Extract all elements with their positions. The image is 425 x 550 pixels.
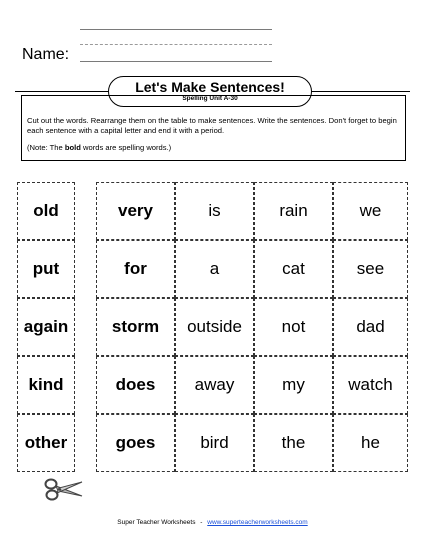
- note-prefix: (Note: The: [27, 143, 65, 152]
- name-write-line: [80, 61, 272, 62]
- word-card[interactable]: rain: [254, 182, 333, 240]
- name-guide-line-top: [80, 29, 272, 30]
- note-suffix: words are spelling words.): [80, 143, 172, 152]
- name-label: Name:: [22, 46, 70, 63]
- name-guide-line-dashed: [80, 44, 272, 45]
- footer-url-link[interactable]: www.superteacherworksheets.com: [207, 519, 308, 526]
- word-card[interactable]: outside: [175, 298, 254, 356]
- word-card[interactable]: away: [175, 356, 254, 414]
- word-card[interactable]: very: [96, 182, 175, 240]
- page-title: Let's Make Sentences!: [135, 79, 285, 95]
- word-card[interactable]: for: [96, 240, 175, 298]
- word-card[interactable]: goes: [96, 414, 175, 472]
- word-card[interactable]: put: [17, 240, 75, 298]
- word-card[interactable]: we: [333, 182, 408, 240]
- instructions-text: Cut out the words. Rearrange them on the table to make sentences. Write the sentences. Don't forget to begin each sentence with a capital letter and end it with a period.: [27, 116, 397, 135]
- instructions-note: [27, 143, 401, 153]
- scissors-icon: [44, 476, 84, 502]
- instructions-box: [21, 95, 406, 161]
- word-card[interactable]: other: [17, 414, 75, 472]
- word-card[interactable]: he: [333, 414, 408, 472]
- page-subtitle: Spelling Unit A-30: [182, 95, 238, 102]
- word-card[interactable]: again: [17, 298, 75, 356]
- word-card[interactable]: cat: [254, 240, 333, 298]
- word-card[interactable]: kind: [17, 356, 75, 414]
- footer-separator: -: [200, 519, 203, 526]
- word-card[interactable]: dad: [333, 298, 408, 356]
- note-bold-word: bold: [64, 143, 81, 152]
- word-card[interactable]: does: [96, 356, 175, 414]
- word-card[interactable]: bird: [175, 414, 254, 472]
- footer-brand: Super Teacher Worksheets: [117, 519, 196, 526]
- word-grid: [17, 182, 408, 474]
- word-card[interactable]: the: [254, 414, 333, 472]
- word-card[interactable]: not: [254, 298, 333, 356]
- word-card[interactable]: old: [17, 182, 75, 240]
- word-card[interactable]: watch: [333, 356, 408, 414]
- word-card[interactable]: is: [175, 182, 254, 240]
- word-card[interactable]: storm: [96, 298, 175, 356]
- word-card[interactable]: my: [254, 356, 333, 414]
- footer: [0, 519, 425, 527]
- word-card[interactable]: a: [175, 240, 254, 298]
- word-card[interactable]: see: [333, 240, 408, 298]
